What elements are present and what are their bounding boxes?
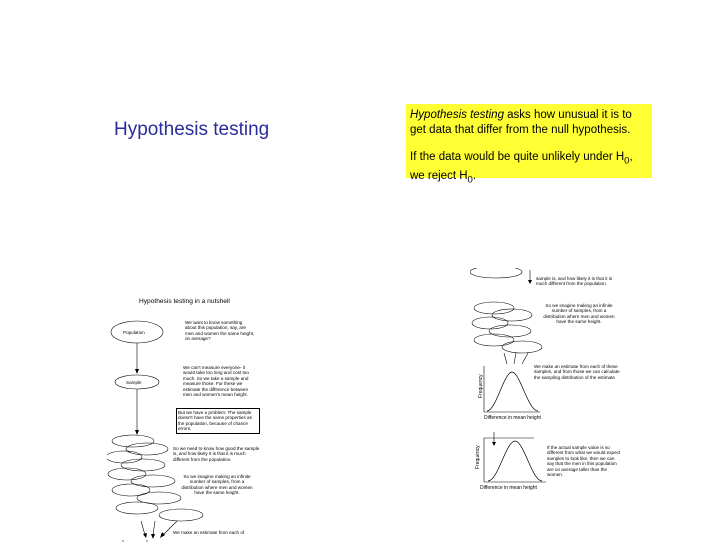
definition-text — [410, 108, 648, 137]
note-estimate: We make an estimate from each of these samples, and from those we can calculate the sampling distribution of the estimate — [534, 364, 620, 380]
sample-label: Sample — [126, 380, 142, 385]
definition-term: Hypothesis testing — [410, 109, 504, 121]
nutshell-heading: Hypothesis testing in a nutshell — [139, 298, 230, 305]
note-actual: If the actual sample value is so different from what we would expect samples to look like, then we can say that the men in this population are on average taller than the women. — [547, 445, 621, 478]
note-problem: But we have a problem: The sample doesn't have the same properties as the population, because of chance errors. — [176, 408, 260, 434]
population-label: Population — [123, 330, 145, 335]
chart1-xlabel: Difference in mean height — [484, 415, 541, 421]
chart2-ylabel: Frequency — [475, 445, 481, 469]
rule-punct-2: . — [472, 169, 477, 182]
rule-subscript-2: 0 — [467, 174, 473, 186]
note-imagine: So we imagine making an infinite number of samples, from a distribution where men and women have the same height. — [543, 303, 615, 325]
note-estimate: We make an estimate from each of — [173, 530, 245, 535]
chart2-xlabel: Difference in mean height — [480, 485, 537, 491]
note-population: We want to know something about this population, say, are men and women the same height, on average? — [185, 320, 255, 342]
note-know-cont: sample is, and how likely it is that it is much different from the population. — [536, 276, 613, 287]
note-measure: We can't measure everyone- it would take too long and cost too much. So we take a sample and measure those. For these we estimate the difference between men and women's mean height. — [183, 365, 249, 398]
definition-rest: asks how unusual it is to get data that differ from the null hypothesis. — [410, 109, 632, 136]
slide-title: Hypothesis testing — [114, 119, 270, 140]
rule-subscript-1: 0 — [624, 155, 630, 167]
nutshell-panel-left — [107, 289, 272, 557]
note-imagine: So we imagine making an infinite number of samples, from a distribution where men and women have the same height. — [181, 474, 253, 496]
rule-punct-1: , — [629, 151, 633, 163]
rule-text-1: If the data would be quite unlikely under H — [410, 151, 625, 163]
definition-box — [406, 104, 652, 186]
note-know: So we need to know how good the sample is, and how likely it is that it is much different from the population. — [173, 446, 260, 462]
rule-text-2: we reject H — [410, 169, 468, 182]
nutshell-panel-right — [470, 268, 625, 492]
chart1-ylabel: Frequency — [478, 374, 484, 398]
rejection-rule — [410, 150, 648, 188]
